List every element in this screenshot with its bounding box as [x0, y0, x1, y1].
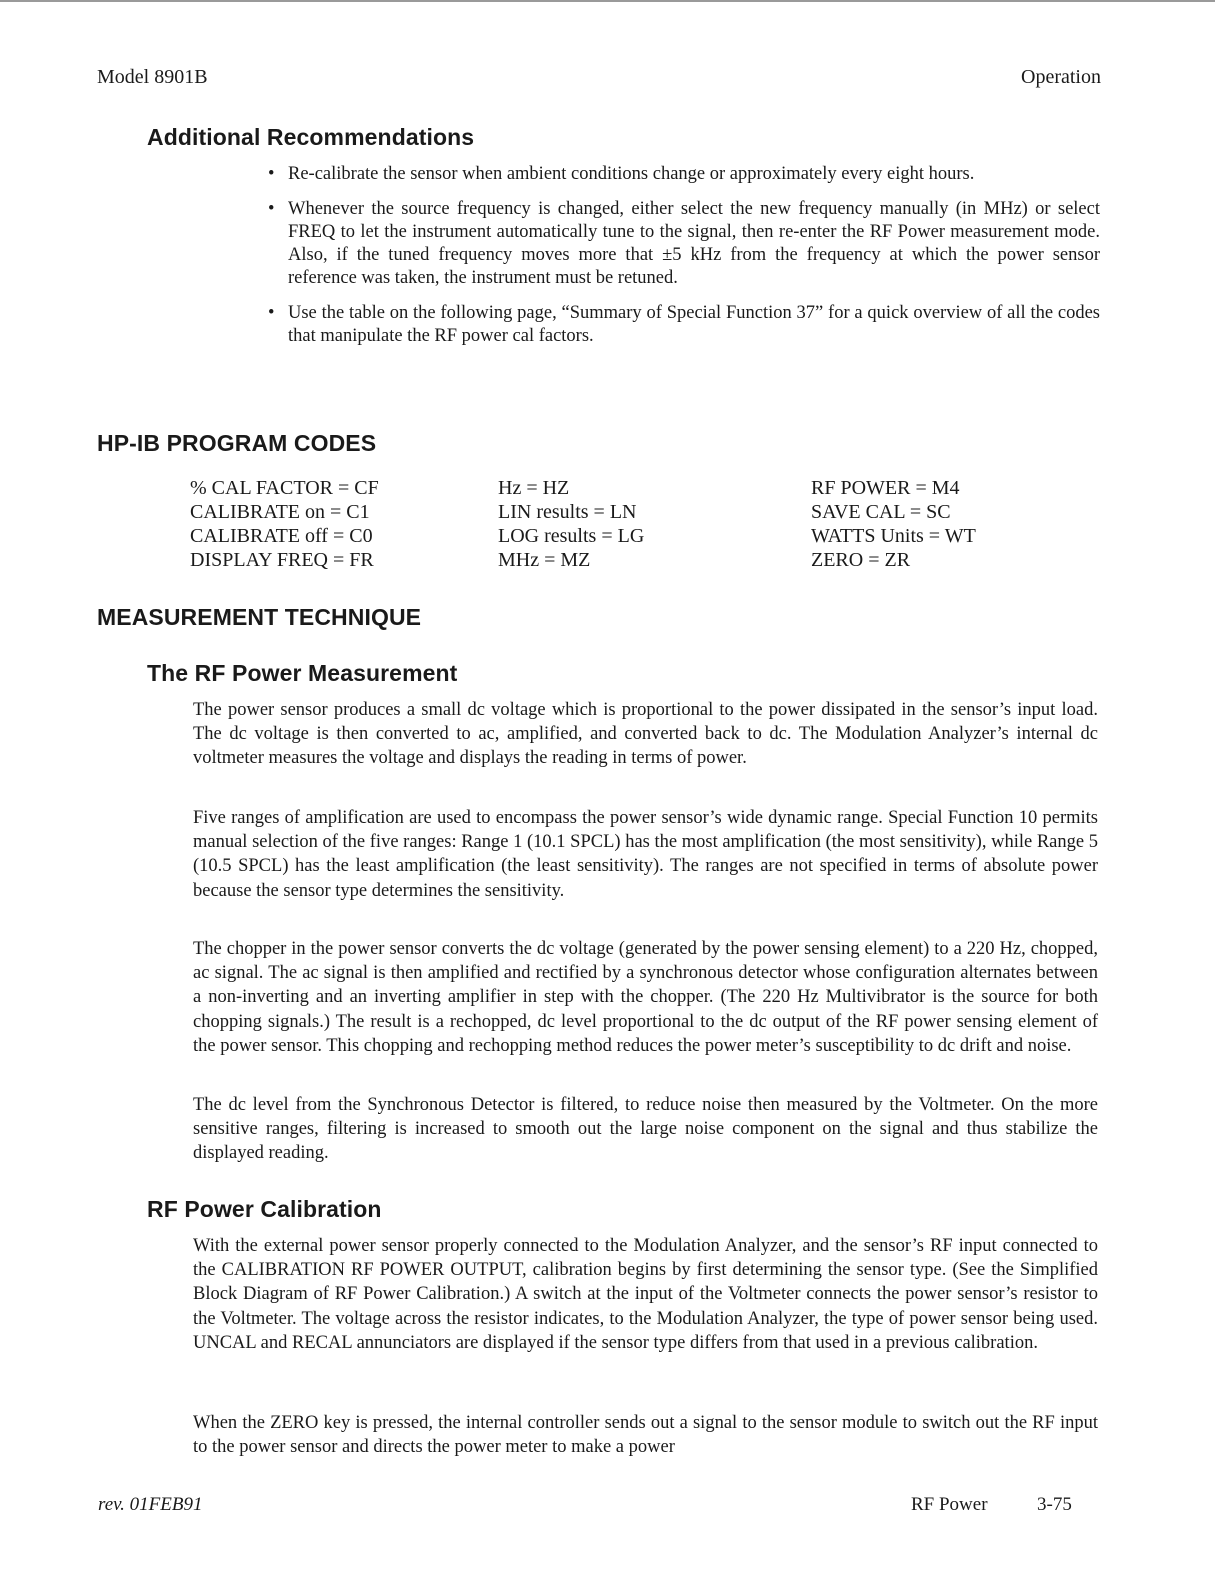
bullet-icon: • [268, 199, 275, 219]
code-entry: % CAL FACTOR = CF [190, 477, 379, 499]
code-entry: DISPLAY FREQ = FR [190, 549, 374, 571]
header-model: Model 8901B [97, 66, 208, 88]
program-codes-column [190, 476, 379, 572]
recommendations-list [268, 163, 1100, 360]
code-entry: MHz = MZ [498, 549, 591, 571]
top-border [0, 0, 1215, 2]
paragraph: Five ranges of amplification are used to encompass the power sensor’s wide dynamic range. Special Function 10 permits manual selection of the five ranges: Range 1 (10.1 SPCL) has the most amplification (the most sensitivity), while Range 5 (10.5 SPCL) has the least amplification (the least sensitivity). The ranges are not specified in terms of absolute power because the sensor type determines the sensitivity. [193, 808, 1098, 901]
code-entry: WATTS Units = WT [811, 525, 976, 547]
paragraph: The power sensor produces a small dc voltage which is proportional to the power dissipated in the sensor’s input load. The dc voltage is then converted to ac, amplified, and converted back to dc. The Modulation Analyzer’s internal dc voltmeter measures the voltage and displays the reading in terms of power. [193, 700, 1098, 769]
paragraph: When the ZERO key is pressed, the internal controller sends out a signal to the sensor module to switch out the RF input to the power sensor and directs the power meter to make a power [193, 1413, 1098, 1458]
code-entry: LOG results = LG [498, 525, 645, 547]
page-number: 3-75 [1037, 1494, 1072, 1515]
measurement-technique-heading: MEASUREMENT TECHNIQUE [97, 604, 422, 630]
additional-recommendations-heading: Additional Recommendations [147, 124, 475, 150]
list-item: • Use the table on the following page, “Summary of Special Function 37” for a quick overview of all the codes that manipulate the RF power cal factors. [268, 303, 1100, 346]
bullet-icon: • [268, 303, 275, 323]
footer-section: RF Power [911, 1494, 988, 1515]
bullet-icon: • [268, 164, 275, 184]
footer-revision: rev. 01FEB91 [98, 1494, 203, 1515]
paragraph: With the external power sensor properly connected to the Modulation Analyzer, and the sensor’s RF input connected to the CALIBRATION RF POWER OUTPUT, calibration begins by first determining the sensor type. (See the Simplified Block Diagram of RF Power Calibration.) A switch at the input of the Voltmeter connects the power sensor’s resistor to the Voltmeter. The voltage across the resistor indicates, to the Modulation Analyzer, the type of power sensor being used. UNCAL and RECAL annunciators are displayed if the sensor type differs from that used in a previous calibration. [193, 1236, 1098, 1353]
header-section: Operation [1021, 66, 1101, 88]
paragraph: The dc level from the Synchronous Detector is filtered, to reduce noise then measured by the Voltmeter. On the more sensitive ranges, filtering is increased to smooth out the large noise component on the signal and thus stabilize the displayed reading. [193, 1095, 1098, 1164]
list-item: • Re-calibrate the sensor when ambient conditions change or approximately every eight hours. [268, 164, 975, 184]
paragraph: The chopper in the power sensor converts the dc voltage (generated by the power sensing element) to a 220 Hz, chopped, ac signal. The ac signal is then amplified and rectified by a synchronous detector whose configuration alternates between a non-inverting and an inverting amplifier in step with the chopper. (The 220 Hz Multivibrator is the source for both chopping signals.) The result is a rechopped, dc level proportional to the dc output of the RF power sensing element of the power sensor. This chopping and rechopping method reduces the power meter’s susceptibility to dc drift and noise. [193, 939, 1098, 1056]
program-codes-column [811, 476, 976, 572]
code-entry: ZERO = ZR [811, 549, 911, 571]
code-entry: SAVE CAL = SC [811, 501, 951, 523]
code-entry: LIN results = LN [498, 501, 637, 523]
list-item: • Whenever the source frequency is changed, either select the new frequency manually (in MHz) or select FREQ to let the instrument automatically tune to the signal, then re-enter the RF Power measurement mode. Also, if the tuned frequency moves more that ±5 kHz from the frequency at which the power sensor reference was taken, the instrument must be retuned. [268, 199, 1100, 288]
program-codes-column [498, 476, 644, 572]
rf-power-calibration-heading: RF Power Calibration [147, 1196, 382, 1222]
rf-power-measurement-heading: The RF Power Measurement [147, 660, 458, 686]
code-entry: RF POWER = M4 [811, 477, 960, 499]
code-entry: CALIBRATE on = C1 [190, 501, 370, 523]
program-codes-heading: HP-IB PROGRAM CODES [97, 430, 377, 456]
code-entry: Hz = HZ [498, 477, 570, 499]
code-entry: CALIBRATE off = C0 [190, 525, 373, 547]
